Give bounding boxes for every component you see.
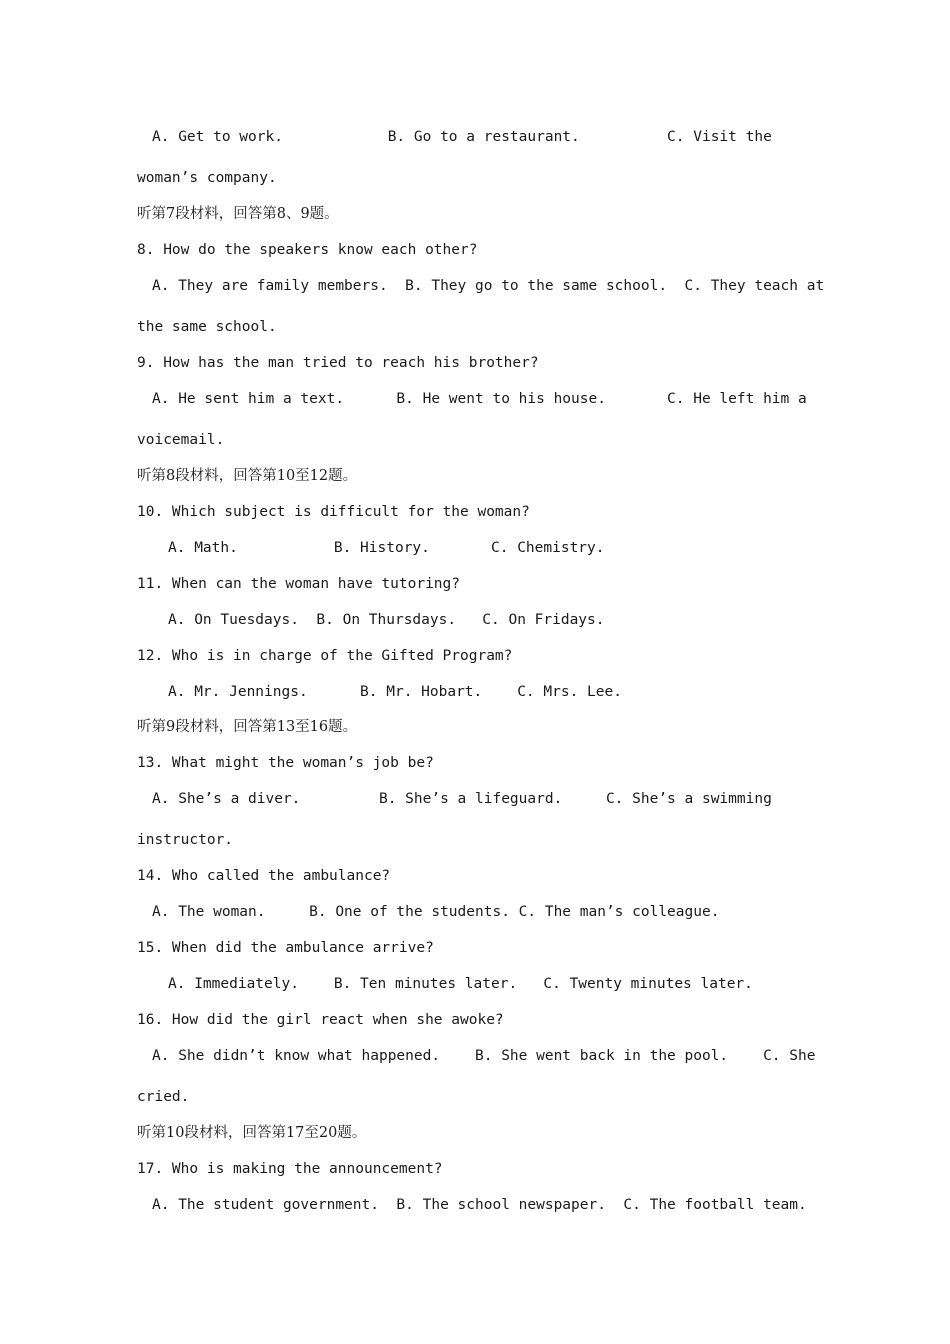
question-11-options: A. On Tuesdays. B. On Thursdays. C. On Fridays. [168,612,605,628]
question-14: 14. Who called the ambulance? [137,868,391,884]
question-9-options-cont: voicemail. [137,432,225,448]
question-15-options: A. Immediately. B. Ten minutes later. C. Twenty minutes later. [168,976,753,992]
question-15: 15. When did the ambulance arrive? [137,940,434,956]
question-16-options-cont: cried. [137,1089,190,1105]
question-17: 17. Who is making the announcement? [137,1161,443,1177]
question-9: 9. How has the man tried to reach his brother? [137,355,539,371]
q7-options-line1: A. Get to work. B. Go to a restaurant. C. Visit the [152,129,772,145]
question-13-options: A. She’s a diver. B. She’s a lifeguard. C. She’s a swimming [152,791,772,807]
section-9-heading: 听第9段材料，回答第13至16题。 [137,719,358,735]
question-9-options: A. He sent him a text. B. He went to his house. C. He left him a [152,391,807,407]
question-8-options: A. They are family members. B. They go to the same school. C. They teach at [152,278,825,294]
question-12: 12. Who is in charge of the Gifted Program? [137,648,513,664]
question-16-options: A. She didn’t know what happened. B. She went back in the pool. C. She [152,1048,816,1064]
question-13-options-cont: instructor. [137,832,234,848]
question-17-options: A. The student government. B. The school newspaper. C. The football team. [152,1197,807,1213]
question-10: 10. Which subject is difficult for the woman? [137,504,530,520]
question-16: 16. How did the girl react when she awoke? [137,1012,504,1028]
q7-options-line2: woman’s company. [137,170,277,186]
question-12-options: A. Mr. Jennings. B. Mr. Hobart. C. Mrs. Lee. [168,684,622,700]
section-7-heading: 听第7段材料，回答第8、9题。 [137,206,339,222]
question-11: 11. When can the woman have tutoring? [137,576,461,592]
section-8-heading: 听第8段材料，回答第10至12题。 [137,468,358,484]
question-14-options: A. The woman. B. One of the students. C. The man’s colleague. [152,904,720,920]
question-8: 8. How do the speakers know each other? [137,242,478,258]
question-10-options: A. Math. B. History. C. Chemistry. [168,540,605,556]
section-10-heading: 听第10段材料，回答第17至20题。 [137,1125,367,1141]
question-13: 13. What might the woman’s job be? [137,755,434,771]
question-8-options-cont: the same school. [137,319,277,335]
